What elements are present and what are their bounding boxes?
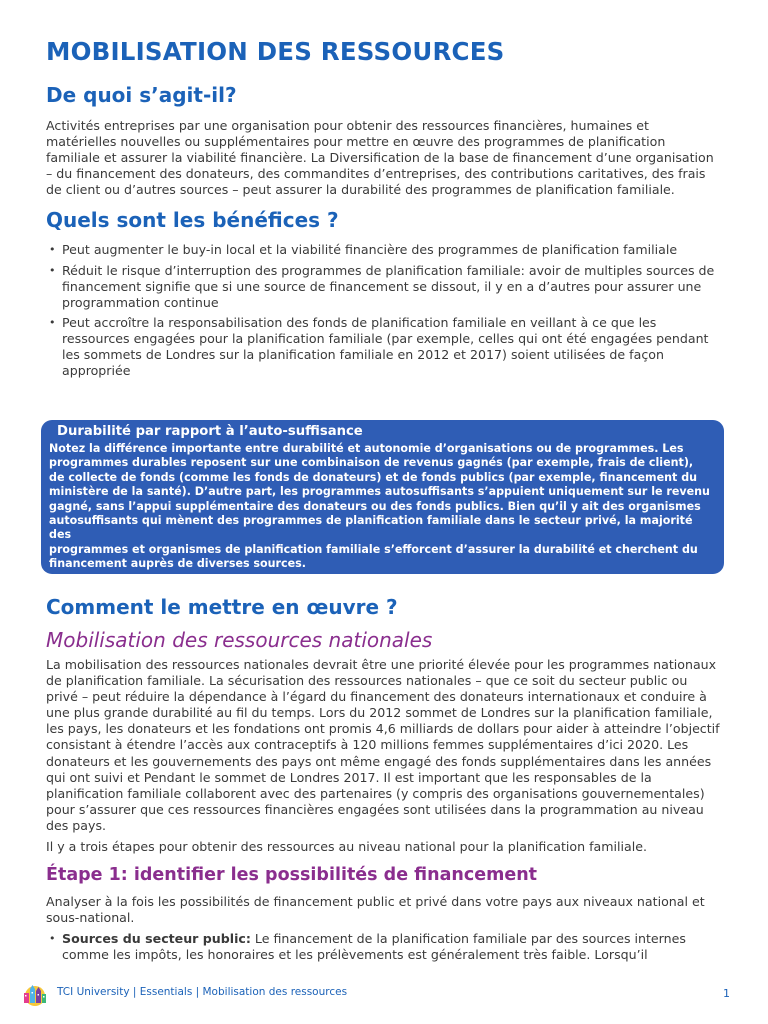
section-heading-how: Comment le mettre en œuvre ? xyxy=(46,595,398,619)
callout-line: Notez la différence importante entre durabilité et autonomie d’organisations ou de programmes. Les xyxy=(49,442,684,455)
implementation-section xyxy=(46,593,722,968)
page-number: 1 xyxy=(723,987,730,1000)
steps-intro-paragraph: Il y a trois étapes pour obtenir des ressources au niveau national pour la planification familiale. xyxy=(46,839,648,855)
sustainability-callout xyxy=(41,420,724,574)
callout-line: autosuffisants qui mènent des programmes de planification familiale dans le secteur privé, la majorité des xyxy=(49,514,693,542)
list-item: • Réduit le risque d’interruption des programmes de planification familiale: avoir de multiples sources de financement signifie que si une source de financement se dissout, il y en a d’autres pour assurer une programmation continue xyxy=(49,262,715,310)
step1-paragraph: Analyser à la fois les possibilités de financement public et privé dans votre pays aux niveaux national et sous-national. xyxy=(46,894,705,926)
public-sector-text: Le financement de la planification familiale par des sources internes comme les impôts, les honoraires et les prélèvements est généralement très faible. Lorsqu’il xyxy=(62,931,686,963)
page-title: MOBILISATION DES RESSOURCES xyxy=(46,37,505,66)
callout-text xyxy=(49,442,716,572)
callout-line: ministère de la santé). D’autre part, les programmes autosuffisants s’appuient uniquement sur le revenu xyxy=(49,485,710,499)
list-item: • Peut accroître la responsabilisation des fonds de planification familiale en veillant à ce que les ressources engagées pour la planification familiale (par exemple, celles qui ont été engagées pendant les sommets de Londres sur la planification familiale en 2012 et 2017) soient utilisées de façon appropriée xyxy=(49,314,709,379)
national-resources-paragraph: La mobilisation des ressources nationales devrait être une priorité élevée pour les programmes nationaux de planification familiale. La sécurisation des ressources nationales – que ce soit du secteur public ou privé – peut réduire la dépendance à l’égard du financement des donateurs internationaux et conduire à une plus grande durabilité au fil du temps. Lors du 2012 sommet de Londres sur la planification familiale, les pays, les donateurs et les fondations ont promis 4,6 milliards de dollars pour aider à atteindre l’objectif consistant à étendre l’accès aux contraceptifs à 120 millions femmes supplémentaires d’ici 2020. Les donateurs et les gouvernements des pays ont même engagé des fonds supplémentaires dans les années qui ont suivi et Pendant le sommet de Londres 2017. Il est important que les responsables de la planification familiale collaborent avec des partenaires (y compris des organisations gouvernementales) pour s’assurer que ces ressources financières engagées sont utilisées dans la programmation au niveau des pays. xyxy=(46,657,720,833)
page-footer xyxy=(20,982,730,1006)
callout-line: financement auprès de diverses sources. xyxy=(49,557,306,571)
list-item: • Peut augmenter le buy-in local et la viabilité financière des programmes de planification familiale xyxy=(49,242,678,258)
bullet-dot: • xyxy=(49,263,56,277)
public-sector-lead: Sources du secteur public: xyxy=(62,931,251,947)
callout-line: programmes et organismes de planification familiale s’efforcent d’assurer la durabilité et cherchent du xyxy=(49,542,698,556)
footer-text: TCI University | Essentials | Mobilisation des ressources xyxy=(57,986,348,998)
benefits-list xyxy=(46,242,722,379)
section-heading-what: De quoi s’agit-il? xyxy=(46,83,237,107)
callout-line: gagné, sans l’appui supplémentaire des donateurs ou des fonds publics. Bien qu’il y ait des organismes xyxy=(49,499,701,513)
step1-heading: Étape 1: identifier les possibilités de financement xyxy=(46,865,538,886)
page-content xyxy=(46,34,722,383)
bullet-dot: • xyxy=(49,932,56,946)
callout-title: Durabilité par rapport à l’auto-suffisance xyxy=(49,422,716,442)
list-item xyxy=(46,931,722,963)
step1-list xyxy=(46,931,722,963)
what-paragraph: Activités entreprises par une organisation pour obtenir des ressources financières, humaines et matérielles nouvelles ou supplémentaires pour mettre en œuvre des programmes de planification familiale et assurer la viabilité financière. La Diversification de la base de financement d’une organisation – du financement des donateurs, des commandites d’entreprises, des contributions caritatives, des frais de client ou d’autres sources – peut assurer la durabilité des programmes de planification familiale. xyxy=(46,118,714,198)
bullet-dot: • xyxy=(49,243,56,257)
section-heading-benefits: Quels sont les bénéfices ? xyxy=(46,208,339,233)
bullet-dot: • xyxy=(49,315,56,329)
subheading-national-resources: Mobilisation des ressources nationales xyxy=(46,628,433,652)
tci-university-logo-icon xyxy=(20,982,50,1006)
callout-line: programmes durables reposent sur une combinaison de revenus gagnés (par exemple, frais de client), xyxy=(49,456,694,470)
callout-line: de collecte de fonds (comme les fonds de donateurs) et de fonds publics (par exemple, financement du xyxy=(49,470,698,484)
